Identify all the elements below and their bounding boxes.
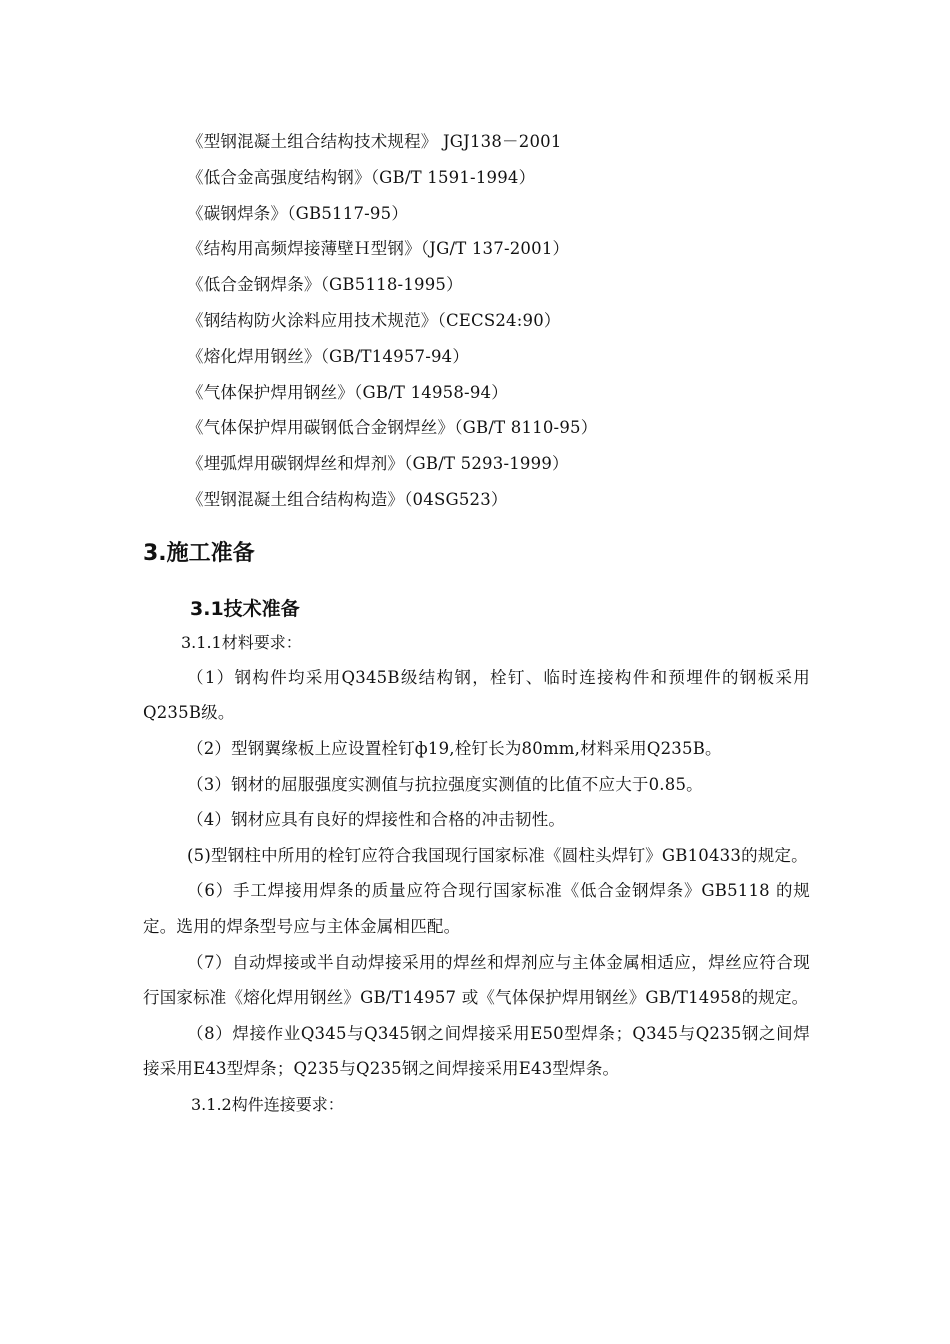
paragraph: （6）手工焊接用焊条的质量应符合现行国家标准《低合金钢焊条》GB5118 的规定。选用的焊条型号应与主体金属相匹配。 — [143, 881, 810, 936]
paragraph: （3）钢材的屈服强度实测值与抗拉强度实测值的比值不应大于0.85。 — [187, 774, 703, 794]
item-heading: 3.1.1材料要求： — [181, 632, 302, 652]
reference-item: 《低合金高强度结构钢》（GB/T 1591-1994） — [187, 167, 536, 187]
reference-item: 《型钢混凝土组合结构技术规程》 JGJ138－2001 — [187, 132, 562, 151]
reference-item: 《碳钢焊条》（GB5117-95） — [187, 203, 409, 223]
paragraph: （8）焊接作业Q345与Q345钢之间焊接采用E50型焊条；Q345与Q235钢之间焊接采用E43型焊条；Q235与Q235钢之间焊接采用E43型焊条。 — [143, 1023, 810, 1079]
reference-list — [143, 124, 810, 518]
paragraph: （2）型钢翼缘板上应设置栓钉ф19,栓钉长为80mm,材料采用Q235B。 — [187, 738, 722, 758]
paragraph: (5)型钢柱中所用的栓钉应符合我国现行国家标准《圆柱头焊钉》GB10433的规定。 — [187, 845, 808, 865]
reference-item: 《埋弧焊用碳钢焊丝和焊剂》（GB/T 5293-1999） — [187, 454, 569, 474]
reference-item: 《气体保护焊用碳钢低合金钢焊丝》（GB/T 8110-95） — [187, 418, 598, 438]
reference-item: 《钢结构防火涂料应用技术规范》（CECS24:90） — [187, 310, 561, 330]
section-heading: 3.施工准备 — [143, 540, 255, 566]
paragraph: （4）钢材应具有良好的焊接性和合格的冲击韧性。 — [187, 810, 566, 830]
reference-item: 《气体保护焊用钢丝》（GB/T 14958-94） — [187, 382, 508, 402]
reference-item: 《结构用高频焊接薄壁Ｈ型钢》（JG/T 137-2001） — [187, 239, 570, 259]
reference-item: 《低合金钢焊条》（GB5118-1995） — [187, 275, 463, 295]
paragraph: （1）钢构件均采用Q345B级结构钢，栓钉、临时连接构件和预埋件的钢板采用Q235B级。 — [143, 667, 810, 723]
item-heading: 3.1.2构件连接要求： — [191, 1094, 344, 1114]
subsection-heading: 3.1技术准备 — [190, 597, 300, 620]
reference-item: 《熔化焊用钢丝》（GB/T14957-94） — [187, 346, 470, 366]
reference-item: 《型钢混凝土组合结构构造》（04SG523） — [187, 489, 508, 509]
paragraph: （7）自动焊接或半自动焊接采用的焊丝和焊剂应与主体金属相适应，焊丝应符合现行国家标准《熔化焊用钢丝》GB/T14957 或《气体保护焊用钢丝》GB/T14958的规定。 — [143, 952, 810, 1008]
